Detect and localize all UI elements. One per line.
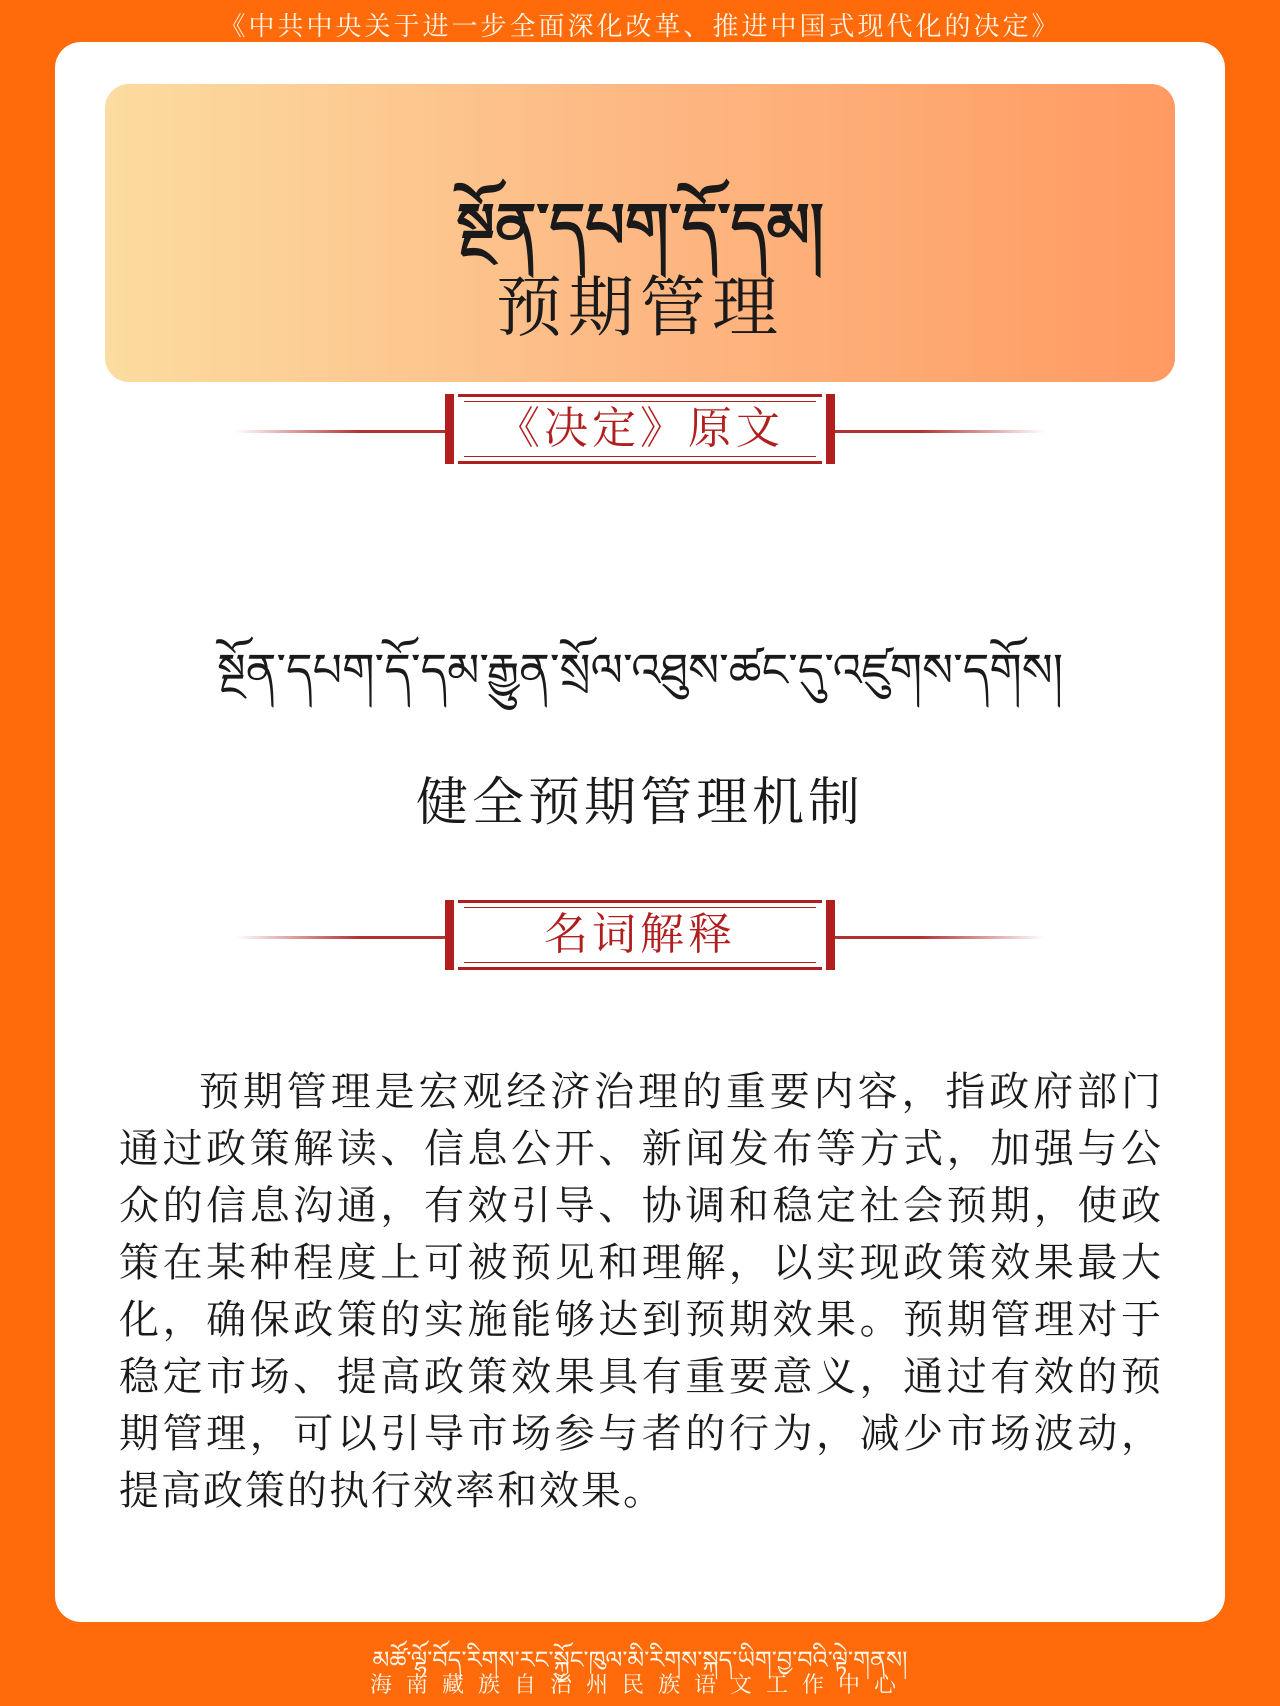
banner-divider-left: [235, 430, 445, 433]
banner-label-explanation: 名词解释: [544, 909, 736, 960]
banner-frame: [445, 394, 835, 464]
explanation-banner: [235, 900, 1045, 974]
term-title-tibetan: སྔོན་དཔག་དོ་དམ།: [456, 189, 824, 262]
original-text-tibetan: སྔོན་དཔག་དོ་དམ་རྒྱུན་སྲོལ་འཐུས་ཚང་དུ་འཛུགས་དགོས།: [216, 643, 1064, 697]
original-text-banner: [235, 394, 1045, 468]
banner-frame: [445, 900, 835, 970]
original-text-chinese: 健全预期管理机制: [415, 773, 864, 833]
term-title-chinese: 预期管理: [496, 269, 784, 346]
footer-organization-tibetan: མཚོ་ལྷོ་བོད་རིགས་རང་སྐྱོང་ཁུལ་མི་རིགས་སྐད་ཡིག་བྱ་བའི་ལྟེ་གནས།: [372, 1646, 908, 1674]
banner-divider-left: [235, 936, 445, 939]
banner-divider-right: [835, 430, 1045, 433]
term-explanation-paragraph: 预期管理是宏观经济治理的重要内容，指政府部门通过政策解读、信息公开、新闻发布等方式，加强与公众的信息沟通，有效引导、协调和稳定社会预期，使政策在某种程度上可被预见和理解，以实现政策效果最大化，确保政策的实施能够达到预期效果。预期管理对于稳定市场、提高政策效果具有重要意义，通过有效的预期管理，可以引导市场参与者的行为，减少市场波动，提高政策的执行效率和效果。: [119, 1069, 1163, 1514]
term-header: [105, 84, 1175, 382]
document-series-title: 《中共中央关于进一步全面深化改革、推进中国式现代化的决定》: [219, 12, 1061, 42]
banner-divider-right: [835, 936, 1045, 939]
footer-organization-chinese: 海南藏族自治州民族语文工作中心: [369, 1673, 910, 1698]
banner-label-original: 《决定》原文: [496, 403, 784, 454]
content-card: [55, 42, 1225, 1622]
